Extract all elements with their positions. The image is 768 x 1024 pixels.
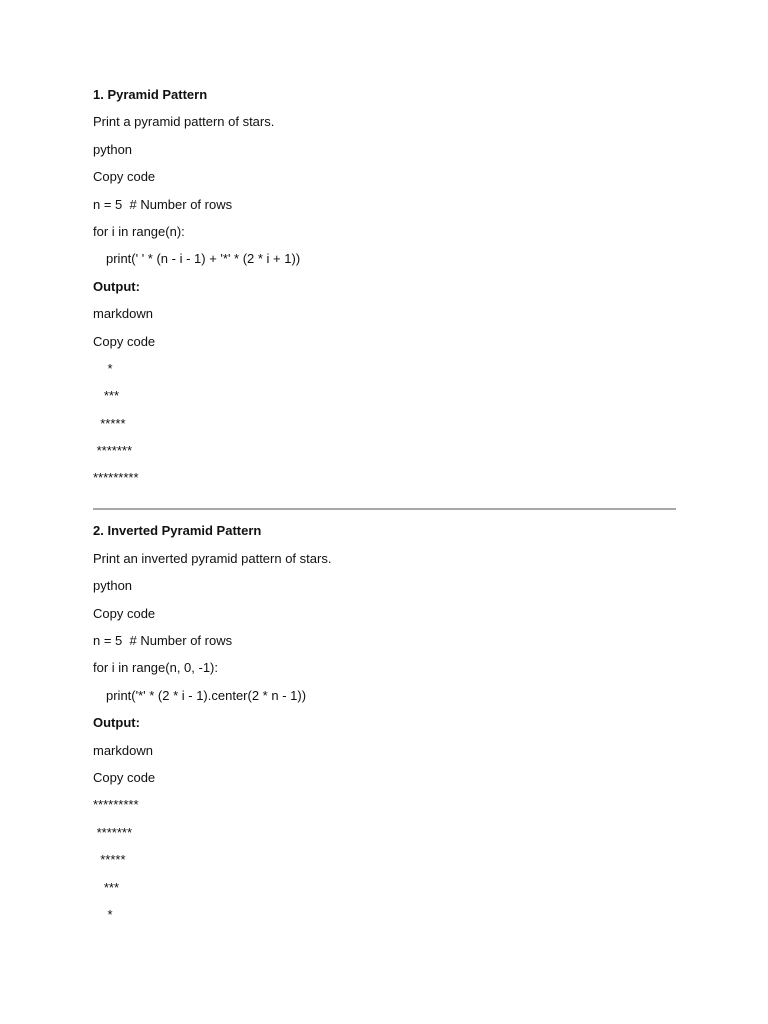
section-title: 2. Inverted Pyramid Pattern	[93, 523, 262, 539]
copy-code-label: Copy code	[93, 605, 156, 621]
code-line: print('*' * (2 * i - 1).center(2 * n - 1))	[106, 687, 307, 703]
code-line: n = 5 # Number of rows	[93, 633, 233, 649]
output-language-label: markdown	[93, 306, 153, 322]
output-line: *******	[93, 824, 133, 840]
output-line: *****	[93, 415, 126, 431]
section-description: Print an inverted pyramid pattern of stars.	[93, 550, 332, 566]
code-line: for i in range(n):	[93, 223, 185, 239]
output-line: *	[93, 360, 113, 376]
copy-code-label: Copy code	[93, 169, 156, 185]
copy-code-label: Copy code	[93, 333, 156, 349]
document-page	[93, 86, 676, 933]
output-line: ***	[93, 388, 120, 404]
output-line: *********	[93, 797, 139, 813]
output-line: *********	[93, 470, 139, 486]
output-label: Output:	[93, 715, 140, 731]
code-language-label: python	[93, 141, 133, 157]
output-language-label: markdown	[93, 742, 153, 758]
copy-code-label: Copy code	[93, 769, 156, 785]
section-inverted-pyramid-pattern	[93, 522, 676, 922]
output-line: *	[93, 906, 113, 922]
code-line: n = 5 # Number of rows	[93, 196, 233, 212]
code-language-label: python	[93, 578, 133, 594]
code-line: for i in range(n, 0, -1):	[93, 660, 218, 676]
output-line: ***	[93, 879, 120, 895]
section-title: 1. Pyramid Pattern	[93, 87, 208, 102]
output-label: Output:	[93, 278, 140, 294]
output-line: *******	[93, 443, 133, 459]
section-pyramid-pattern	[93, 86, 676, 486]
code-line: print(' ' * (n - i - 1) + '*' * (2 * i + 1))	[106, 251, 301, 267]
section-description: Print a pyramid pattern of stars.	[93, 114, 275, 130]
horizontal-divider	[93, 508, 676, 510]
output-line: *****	[93, 852, 126, 868]
